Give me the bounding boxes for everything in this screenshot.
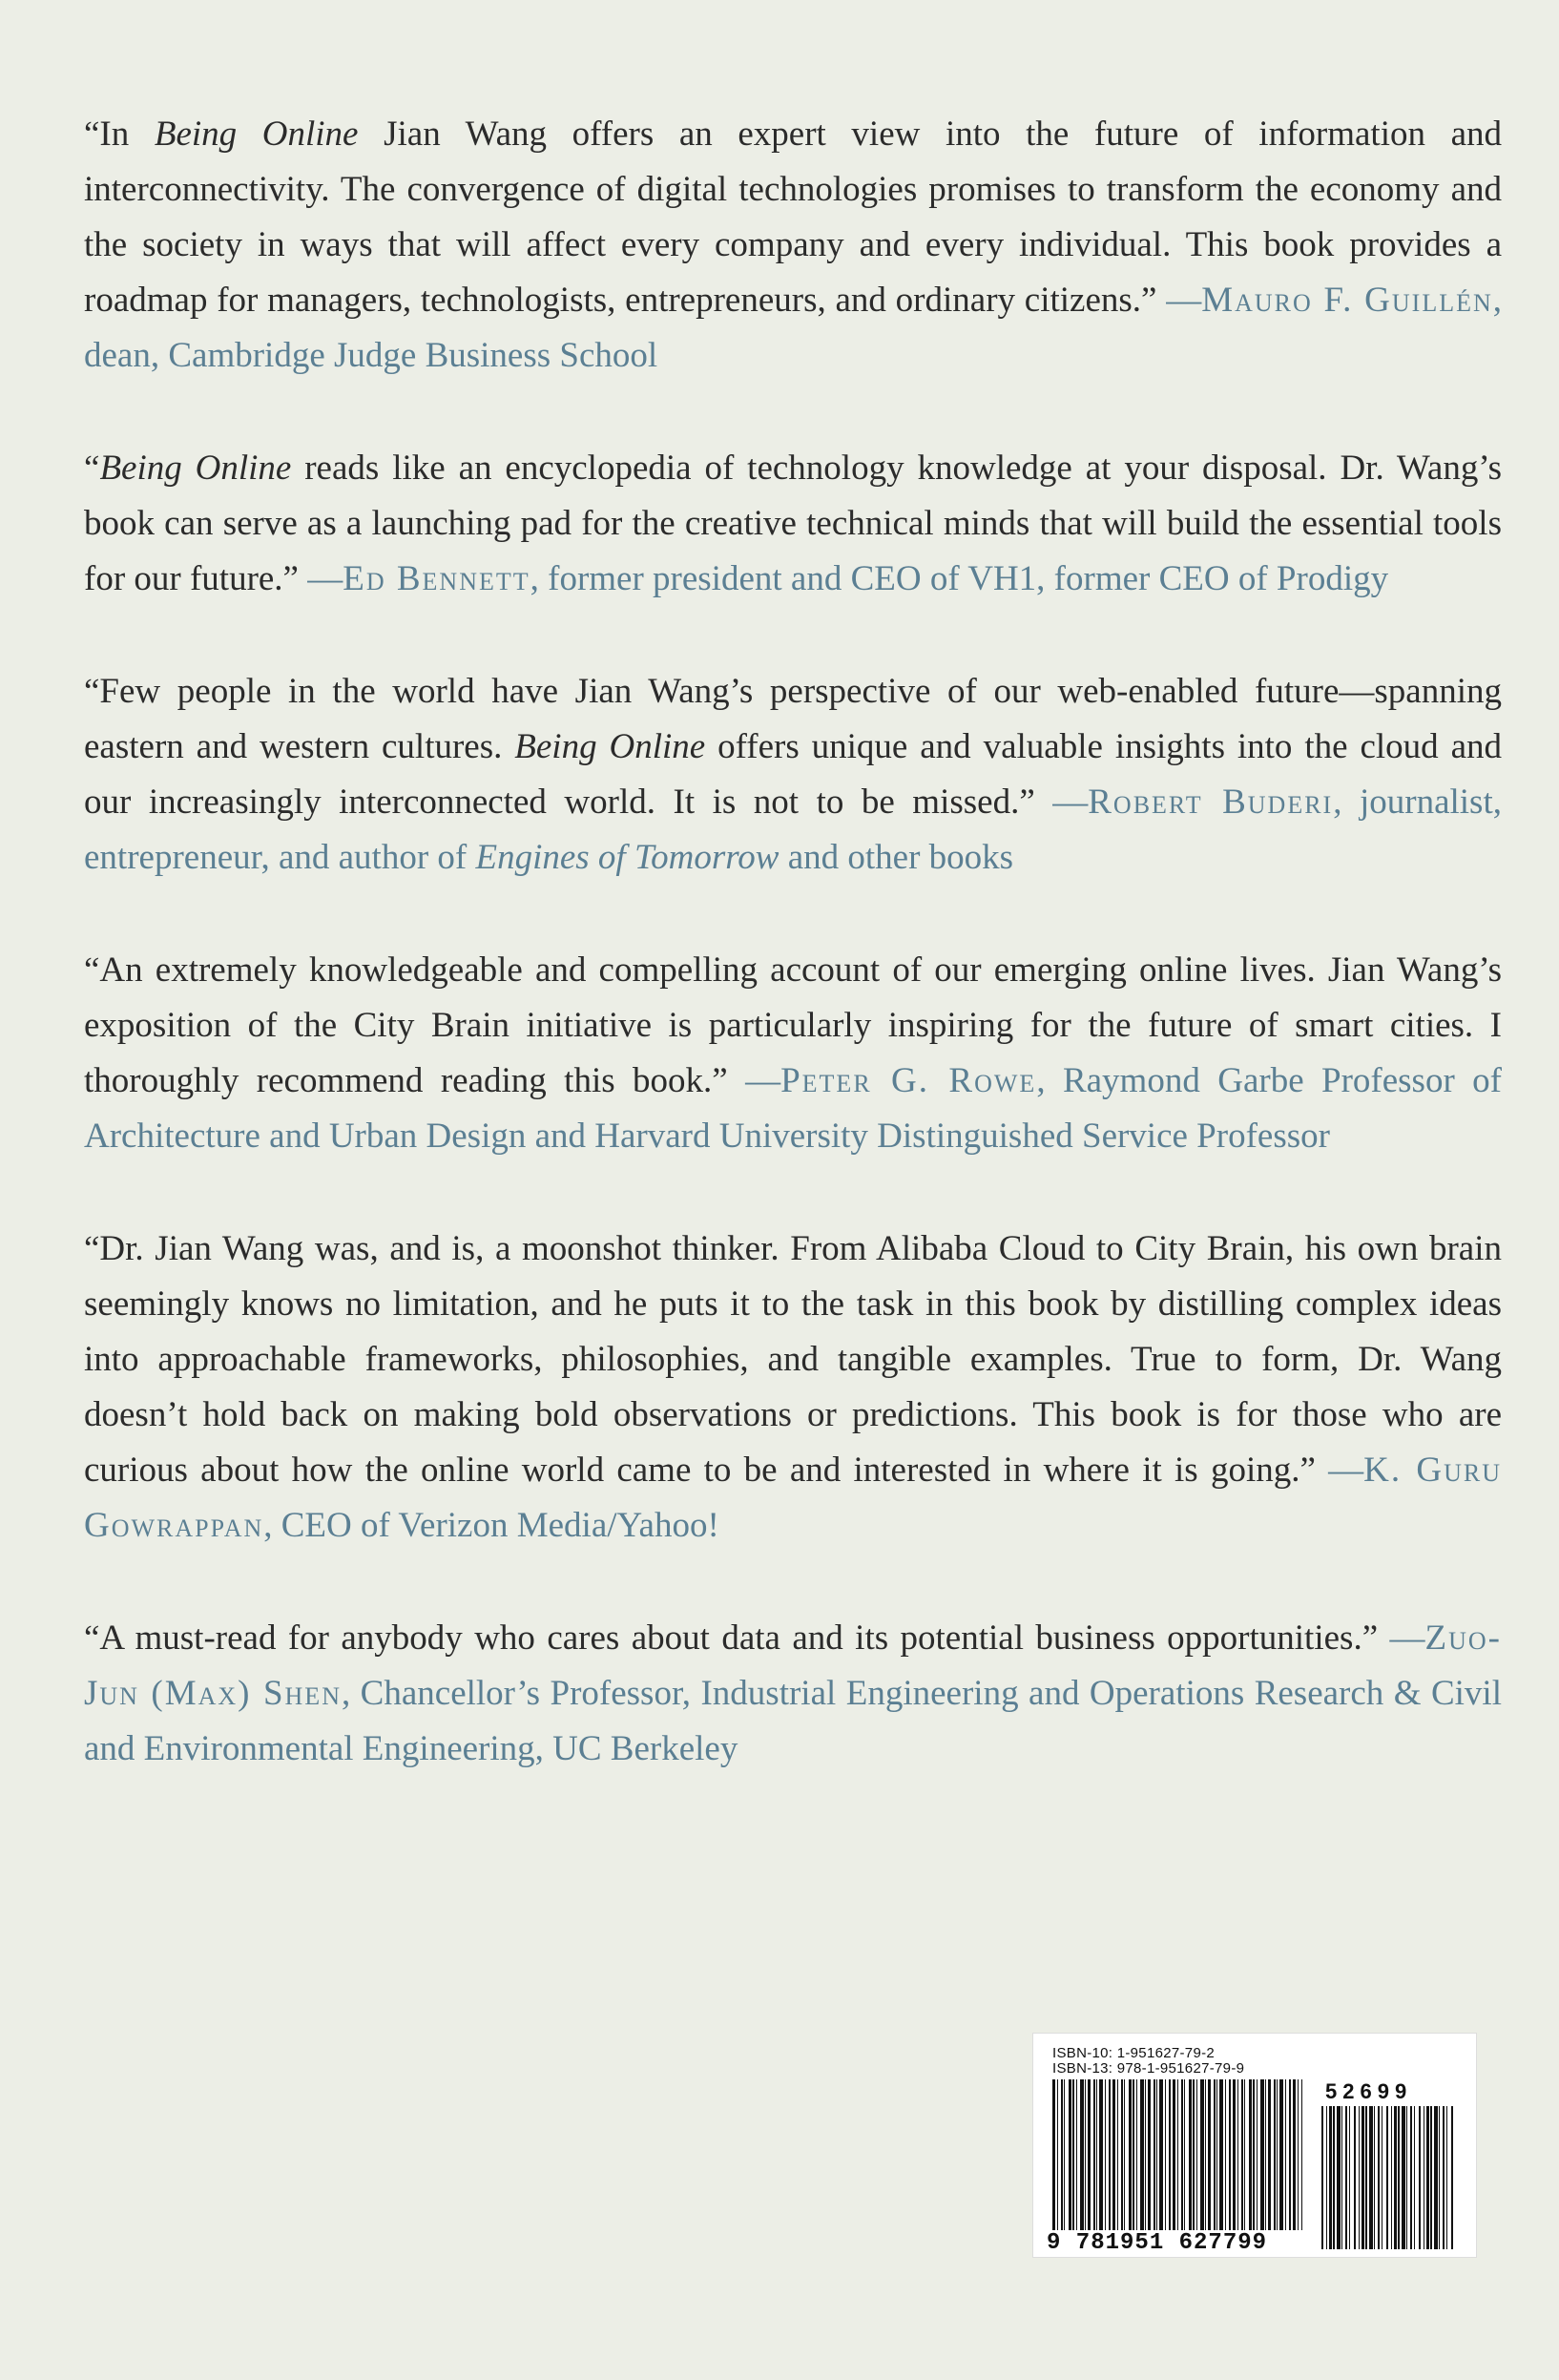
barcode-bar [1072,2079,1074,2234]
barcode-bar [1093,2079,1095,2234]
barcode-bar [1391,2106,1392,2249]
barcode-bar [1326,2106,1327,2249]
barcode-bar [1298,2079,1299,2234]
quote-text-continued: offers unique and valuable insights into the cloud and our increasingly interconnected world. It is not to be missed.” [84,727,1502,822]
barcode-bar [1177,2079,1178,2234]
endorser-role: , CEO of Verizon Media/Yahoo! [263,1506,719,1545]
endorser-name: Zuo-Jun (Max) Shen [84,1618,1502,1713]
barcode-bar [1293,2079,1296,2234]
barcode-bar [1321,2106,1323,2249]
barcode-bar [1237,2079,1238,2234]
barcode-bar [1374,2106,1375,2249]
barcode-bar [1173,2079,1175,2234]
barcode-bar [1200,2079,1204,2234]
isbn-barcode-label [1032,2033,1477,2258]
barcode-bar [1398,2106,1400,2249]
barcode-bar [1069,2079,1071,2234]
barcode-bar [1052,2079,1055,2234]
barcode-bar [1205,2079,1206,2234]
barcode-bar [1249,2079,1252,2234]
barcode-bar [1159,2079,1163,2234]
barcode-bar [1124,2079,1125,2234]
ean-digits: 9 781951 627799 [1045,2230,1316,2256]
attribution-dash: — [1052,783,1089,822]
barcode-bar [1345,2106,1347,2249]
barcode-bar [1337,2106,1341,2249]
attribution-dash: — [745,1061,781,1100]
barcode-bar [1112,2079,1115,2234]
barcode-bar [1193,2079,1195,2234]
barcode-bar [1329,2106,1332,2249]
barcode-bar [1402,2106,1405,2249]
book-title: Being Online [99,449,292,488]
barcode-bar [1241,2079,1243,2234]
barcode-bar [1265,2079,1266,2234]
endorsement-rowe [84,943,1502,1164]
barcode-bar [1085,2079,1086,2234]
barcode-bar [1208,2079,1211,2234]
barcode-bar [1169,2079,1171,2234]
barcode-bar [1359,2106,1360,2249]
endorser-name: Ed Bennett [343,559,530,598]
endorser-role: , Chancellor’s Professor, Industrial Engineering and Operations Research & Civil and Environmental Engineering, UC Berkeley [84,1674,1502,1768]
barcode-bar [1378,2106,1380,2249]
barcode-bar [1057,2079,1058,2234]
barcode-bar [1333,2106,1335,2249]
barcode-bar [1426,2106,1429,2249]
endorser-role: , dean, Cambridge Judge Business School [84,281,1502,375]
barcode-bar [1219,2079,1223,2234]
ean-barcode-bars [1052,2079,1302,2234]
barcode-bar [1076,2079,1077,2234]
barcode-bar [1394,2106,1397,2249]
barcode-bar [1184,2079,1185,2234]
quote-text: “An extremely knowledgeable and compelling account of our emerging online lives. Jian Wang’s exposition of the City Brain initiative is particularly inspiring for the future of smart cities. I thoroughly recommend reading this book.” [84,950,1502,1100]
endorsements [84,107,1502,1834]
barcode-bar [1257,2079,1258,2234]
quote-text: Jian Wang offers an expert view into the future of information and interconnectivity. The convergence of digital technologies promises to transform the economy and the society in ways that will affect every company and every individual. This book provides a roadmap for managers, technologists, entrepreneurs, and ordinary citizens.” [84,115,1502,320]
barcode-bar [1354,2106,1356,2249]
endorser-role: , Raymond Garbe Professor of Architecture and Urban Design and Harvard University Distinguished Service Professor [84,1061,1502,1156]
addon-barcode-bars [1321,2106,1455,2249]
barcode-bar [1268,2079,1271,2234]
barcode-bar [1233,2079,1236,2234]
barcode-bar [1362,2106,1364,2249]
barcode-bar [1096,2079,1097,2234]
attribution-dash: — [1328,1451,1364,1490]
quote-text: “Few people in the world have Jian Wang’s perspective of our web-enabled future—spanning eastern and western cultures. [84,672,1502,766]
attribution [307,559,1388,598]
barcode-bar [1274,2079,1276,2234]
endorser-name: Peter G. Rowe [780,1061,1037,1100]
barcode-bar [1439,2106,1440,2249]
barcode-bar [1088,2079,1091,2234]
barcode-bar [1446,2106,1447,2249]
book-title: Being Online [154,115,359,154]
endorsement-buderi [84,664,1502,886]
barcode-bar [1214,2079,1216,2234]
barcode-bar [1117,2079,1118,2234]
barcode-bar [1406,2106,1407,2249]
barcode-bar [1080,2079,1084,2234]
endorsement-guillen [84,107,1502,384]
barcode-bar [1414,2106,1415,2249]
endorser-role-continued: and other books [779,838,1014,877]
barcode-bar [1196,2079,1197,2234]
quote-open: “In [84,115,155,154]
barcode-bar [1301,2079,1302,2234]
quote-text: “Dr. Jian Wang was, and is, a moonshot thinker. From Alibaba Cloud to City Brain, his own brain seemingly knows no limitation, and he puts it to the task in this book by distilling complex ideas into approachable frameworks, philosophies, and tangible examples. True to form, Dr. Wang doesn’t hold back on making bold observations or predictions. This book is for those who are curious about how the online world came to be and interested in where it is going.” [84,1229,1502,1490]
barcode-bar [1260,2079,1264,2234]
barcode-bar [1279,2079,1283,2234]
barcode-bar [1244,2079,1245,2234]
barcode-bar [1451,2106,1453,2249]
barcode-bar [1099,2079,1103,2234]
barcode-bar [1419,2106,1421,2249]
isbn10-text: ISBN-10: 1-951627-79-2 [1052,2045,1216,2061]
barcode-bar [1369,2106,1373,2249]
barcode-bar [1133,2079,1134,2234]
barcode-bar [1061,2079,1063,2234]
barcode-bar [1121,2079,1123,2234]
endorser-name: Robert Buderi [1088,783,1334,822]
barcode-bar [1434,2106,1438,2249]
barcode-bar [1410,2106,1412,2249]
price-addon-digits: 52699 [1325,2079,1413,2103]
quote-text: “A must-read for anybody who cares about data and its potential business opportunities.” [84,1618,1390,1658]
barcode-bar [1253,2079,1255,2234]
barcode-bar [1341,2106,1342,2249]
barcode-bar [1145,2079,1146,2234]
barcode-bar [1129,2079,1132,2234]
endorser-role: , former president and CEO of VH1, former CEO of Prodigy [530,559,1389,598]
barcode-bar [1140,2079,1144,2234]
barcode-bar [1136,2079,1137,2234]
book-title: Being Online [514,727,706,766]
endorser-name: K. Guru Gowrappan [84,1451,1502,1545]
barcode-bar [1349,2106,1350,2249]
barcode-bar [1443,2106,1445,2249]
barcode-bar [1225,2079,1226,2234]
quote-open: “ [84,449,100,488]
barcode-bar [1277,2079,1278,2234]
barcode-bar [1430,2106,1432,2249]
isbn13-text: ISBN-13: 978-1-951627-79-9 [1052,2060,1245,2077]
barcode-bar [1285,2079,1286,2234]
endorser-role: , journalist, entrepreneur, and author of [84,783,1502,877]
barcode-bar [1109,2079,1111,2234]
barcode-bar [1189,2079,1192,2234]
barcode-bar [1216,2079,1217,2234]
quote-text: reads like an encyclopedia of technology knowledge at your disposal. Dr. Wang’s book can serve as a launching pad for the creative technical minds that will build the essential tools for our future.” [84,449,1502,598]
barcode-bar [1386,2106,1388,2249]
endorser-name: Mauro F. Guillén [1201,281,1493,320]
barcode-bar [1156,2079,1157,2234]
attribution-dash: — [1389,1618,1425,1658]
endorsement-shen [84,1611,1502,1777]
attribution-dash: — [1166,281,1202,320]
barcode-bar [1181,2079,1183,2234]
barcode-bar [1105,2079,1106,2234]
attribution-dash: — [307,559,343,598]
barcode-bar [1154,2079,1155,2234]
endorser-book-title: Engines of Tomorrow [475,838,780,877]
barcode-bar [1064,2079,1065,2234]
barcode-bar [1165,2079,1166,2234]
barcode-bar [1365,2106,1367,2249]
barcode-bar [1289,2079,1291,2234]
endorsement-bennett [84,441,1502,607]
barcode-bar [1148,2079,1151,2234]
endorsement-gowrappan [84,1221,1502,1554]
barcode-bar [1229,2079,1231,2234]
